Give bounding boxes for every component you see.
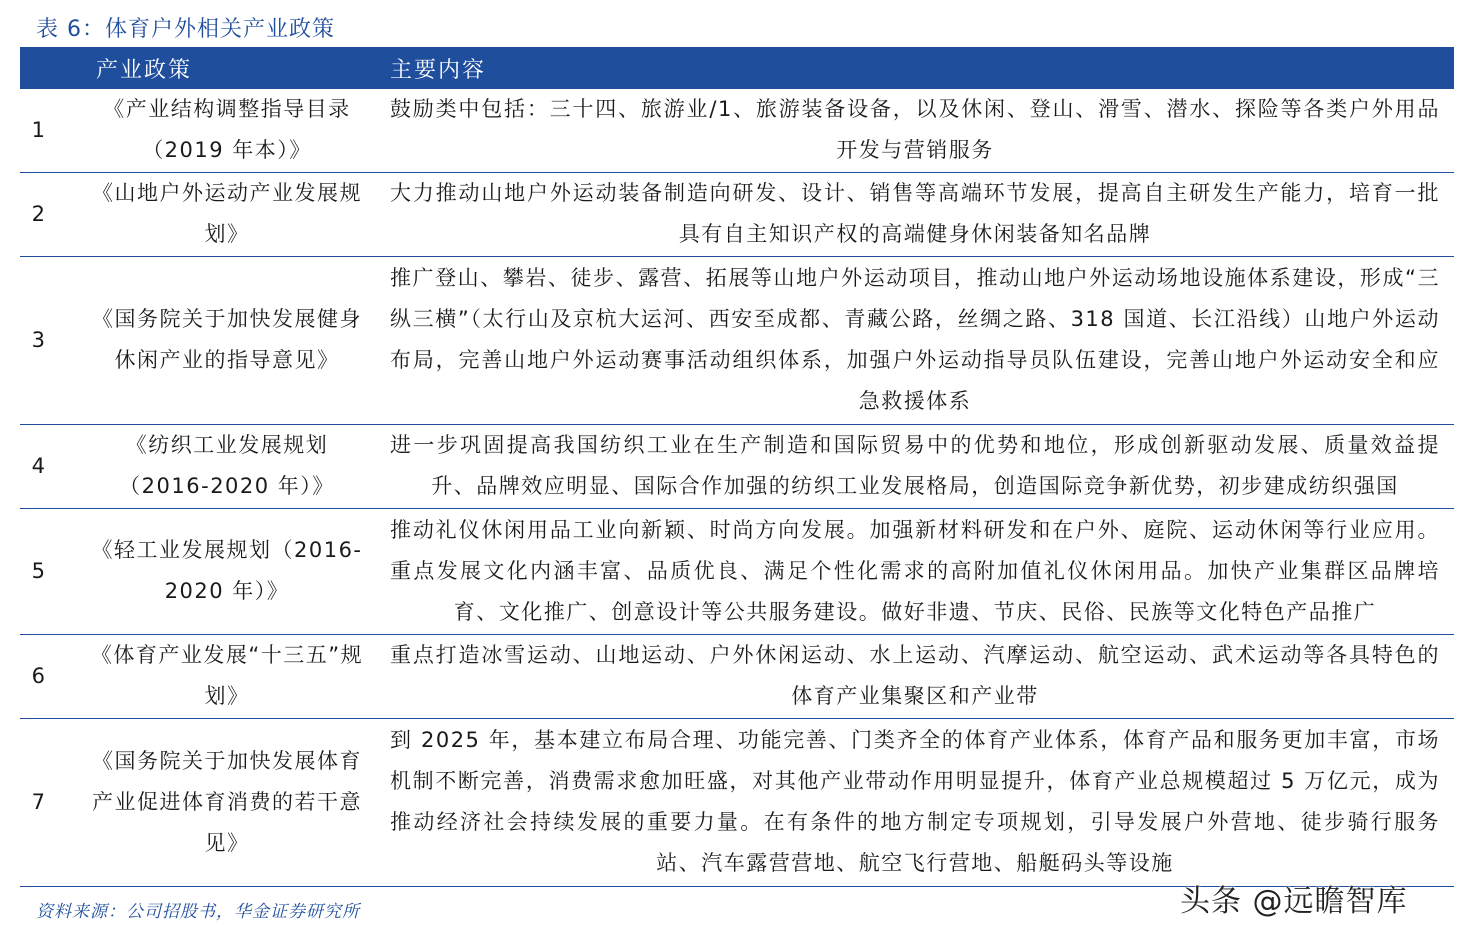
row-number: 1 bbox=[20, 89, 82, 172]
row-number: 4 bbox=[20, 424, 82, 508]
policy-name: 《轻工业发展规划（2016-2020 年）》 bbox=[82, 508, 372, 634]
table-caption: 表 6：体育户外相关产业政策 bbox=[36, 17, 335, 42]
policy-content: 进一步巩固提高我国纺织工业在生产制造和国际贸易中的优势和地位，形成创新驱动发展、质量效益提升、品牌效应明显、国际合作加强的纺织工业发展格局，创造国际竞争新优势，初步建成纺织强国 bbox=[372, 424, 1454, 508]
table-row bbox=[20, 634, 1454, 718]
policy-name: 《产业结构调整指导目录（2019 年本）》 bbox=[82, 89, 372, 172]
table-row bbox=[20, 508, 1454, 634]
row-number: 2 bbox=[20, 172, 82, 256]
table-row bbox=[20, 172, 1454, 256]
policy-table bbox=[20, 47, 1454, 887]
watermark: 头条 @远瞻智库 bbox=[1180, 884, 1408, 919]
row-number: 6 bbox=[20, 634, 82, 718]
header-content: 主要内容 bbox=[372, 47, 1454, 89]
table-row bbox=[20, 424, 1454, 508]
table-row bbox=[20, 718, 1454, 886]
table-row bbox=[20, 256, 1454, 424]
policy-name: 《纺织工业发展规划（2016-2020 年）》 bbox=[82, 424, 372, 508]
header-num bbox=[20, 47, 82, 89]
policy-content: 到 2025 年，基本建立布局合理、功能完善、门类齐全的体育产业体系，体育产品和服务更加丰富，市场机制不断完善，消费需求愈加旺盛，对其他产业带动作用明显提升，体育产业总规模超过 5 万亿元，成为推动经济社会持续发展的重要力量。在有条件的地方制定专项规划，引导发展户外营地、徒步骑行服务站、汽车露营营地、航空飞行营地、船艇码头等设施 bbox=[372, 718, 1454, 886]
policy-content: 重点打造冰雪运动、山地运动、户外休闲运动、水上运动、汽摩运动、航空运动、武术运动等各具特色的体育产业集聚区和产业带 bbox=[372, 634, 1454, 718]
source-note: 资料来源：公司招股书，华金证券研究所 bbox=[36, 902, 360, 922]
header-row bbox=[20, 47, 1454, 89]
header-policy: 产业政策 bbox=[82, 47, 372, 89]
policy-name: 《国务院关于加快发展体育产业促进体育消费的若干意见》 bbox=[82, 718, 372, 886]
policy-content: 推广登山、攀岩、徒步、露营、拓展等山地户外运动项目，推动山地户外运动场地设施体系建设，形成“三纵三横”（太行山及京杭大运河、西安至成都、青藏公路，丝绸之路、318 国道、长江沿线）山地户外运动布局，完善山地户外运动赛事活动组织体系，加强户外运动指导员队伍建设，完善山地户外运动安全和应急救援体系 bbox=[372, 256, 1454, 424]
policy-content: 大力推动山地户外运动装备制造向研发、设计、销售等高端环节发展，提高自主研发生产能力，培育一批具有自主知识产权的高端健身休闲装备知名品牌 bbox=[372, 172, 1454, 256]
table-header bbox=[20, 47, 1454, 89]
policy-name: 《国务院关于加快发展健身休闲产业的指导意见》 bbox=[82, 256, 372, 424]
table-row bbox=[20, 89, 1454, 172]
row-number: 3 bbox=[20, 256, 82, 424]
policy-name: 《体育产业发展“十三五”规划》 bbox=[82, 634, 372, 718]
policy-name: 《山地户外运动产业发展规划》 bbox=[82, 172, 372, 256]
policy-content: 推动礼仪休闲用品工业向新颖、时尚方向发展。加强新材料研发和在户外、庭院、运动休闲等行业应用。重点发展文化内涵丰富、品质优良、满足个性化需求的高附加值礼仪休闲用品。加快产业集群区品牌培育、文化推广、创意设计等公共服务建设。做好非遗、节庆、民俗、民族等文化特色产品推广 bbox=[372, 508, 1454, 634]
table-body bbox=[20, 89, 1454, 886]
row-number: 5 bbox=[20, 508, 82, 634]
policy-content: 鼓励类中包括：三十四、旅游业/1、旅游装备设备，以及休闲、登山、滑雪、潜水、探险等各类户外用品开发与营销服务 bbox=[372, 89, 1454, 172]
row-number: 7 bbox=[20, 718, 82, 886]
